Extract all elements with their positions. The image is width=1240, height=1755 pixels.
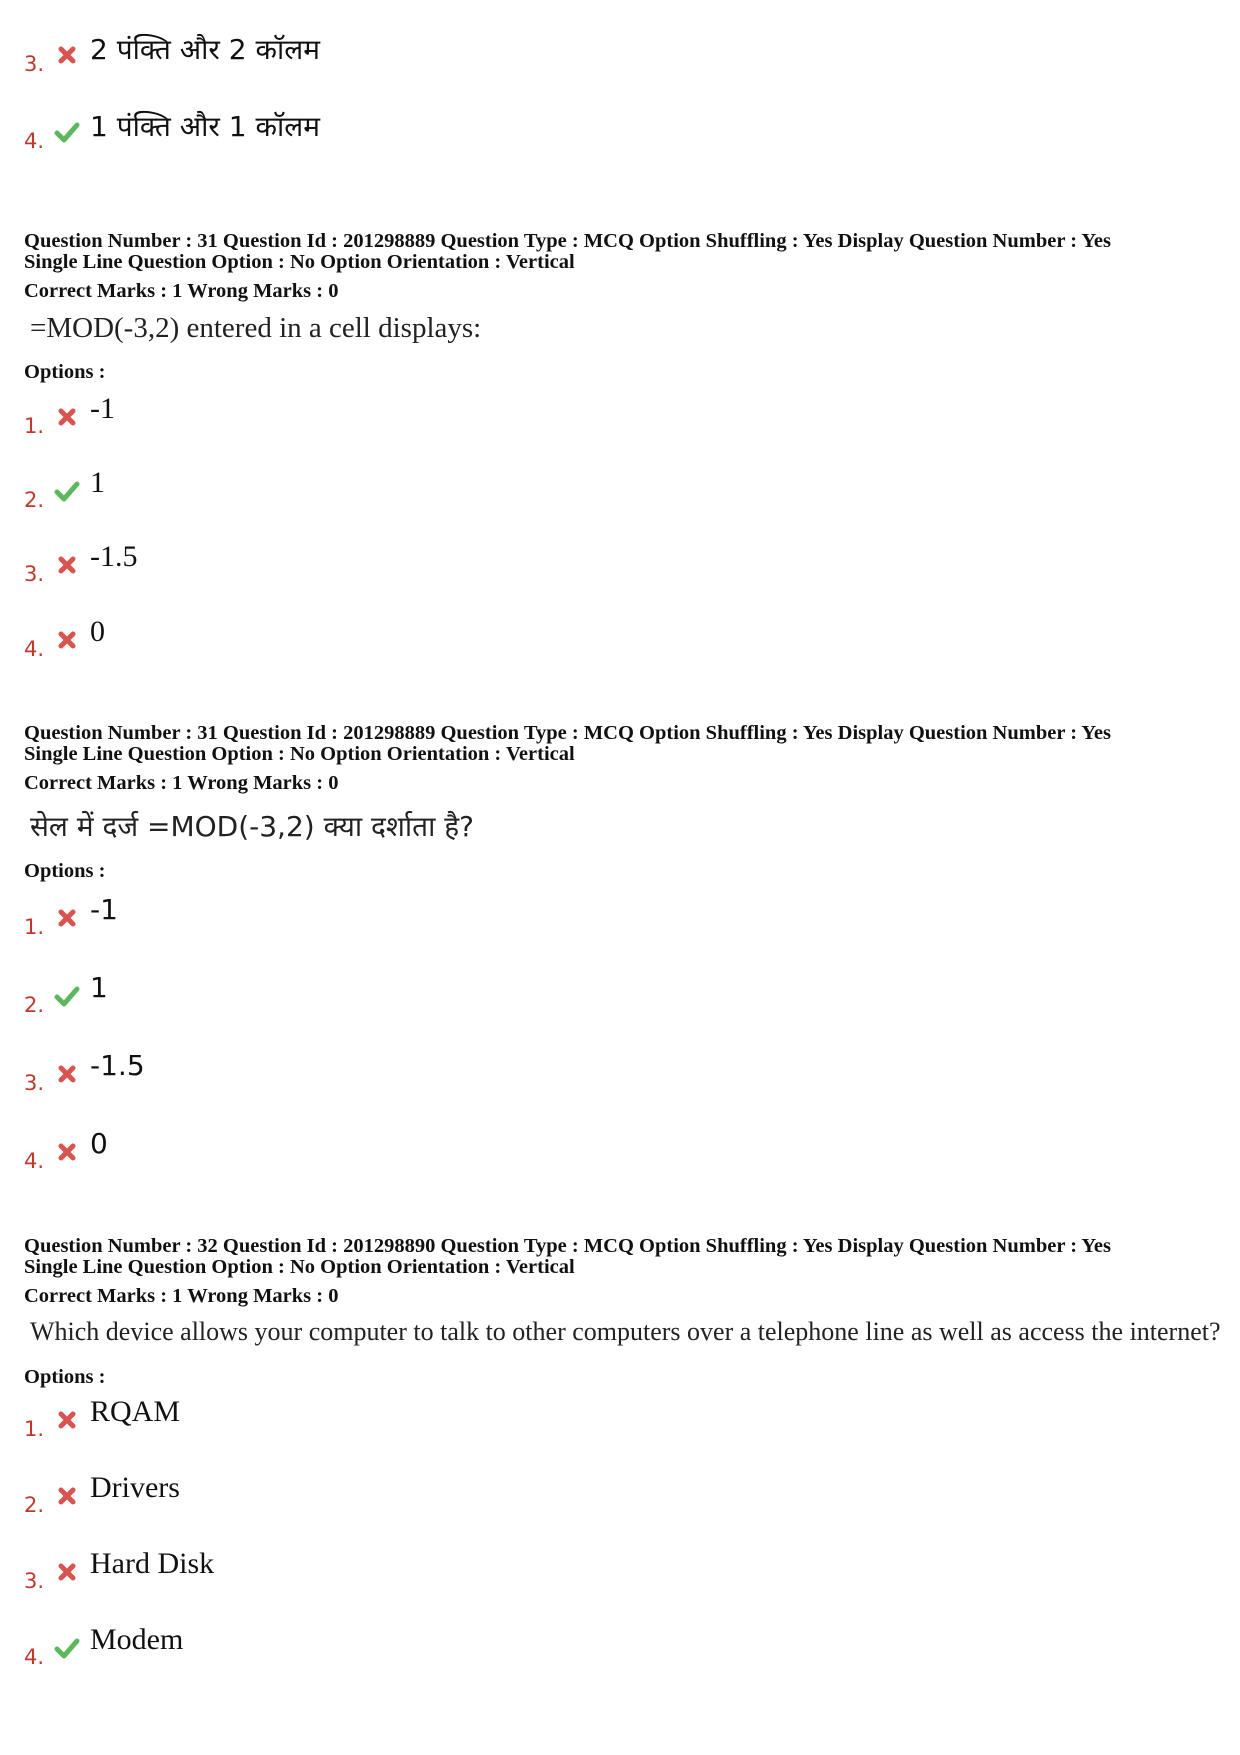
option-number: 3. <box>24 1071 45 1095</box>
question-header-line1: Question Number : 31 Question Id : 201298889 Question Type : MCQ Option Shuffling : Yes Display Question Number : Yes <box>24 230 1111 252</box>
option-text: 2 पंक्ति और 2 कॉलम <box>90 33 320 66</box>
question-header-line2: Single Line Question Option : No Option Orientation : Vertical <box>24 743 575 765</box>
cross-icon <box>54 42 80 68</box>
option-number: 3. <box>24 52 45 76</box>
option-row <box>24 107 1124 157</box>
option-text: 1 <box>90 971 108 1004</box>
option-text: -1 <box>90 392 115 425</box>
question-header-line1: Question Number : 31 Question Id : 201298889 Question Type : MCQ Option Shuffling : Yes Display Question Number : Yes <box>24 722 1111 744</box>
cross-icon <box>54 552 80 578</box>
option-row <box>24 1471 1124 1521</box>
question-header <box>24 1236 1214 1278</box>
option-number: 4. <box>24 1645 45 1669</box>
cross-icon <box>54 1483 80 1509</box>
marks-line: Correct Marks : 1 Wrong Marks : 0 <box>24 280 339 302</box>
option-text: 0 <box>90 615 105 648</box>
option-number: 4. <box>24 129 45 153</box>
option-text: 1 <box>90 466 105 499</box>
option-row <box>24 1127 1124 1177</box>
check-icon <box>54 478 80 504</box>
option-text: Drivers <box>90 1471 180 1504</box>
option-text: Modem <box>90 1623 184 1656</box>
option-number: 1. <box>24 414 45 438</box>
option-text: -1.5 <box>90 1049 145 1082</box>
option-row <box>24 615 1124 665</box>
check-icon <box>54 1635 80 1661</box>
question-header-line2: Single Line Question Option : No Option Orientation : Vertical <box>24 1256 575 1278</box>
option-number: 1. <box>24 1417 45 1441</box>
check-icon <box>54 119 80 145</box>
option-row <box>24 392 1124 442</box>
option-row <box>24 1049 1124 1099</box>
option-row <box>24 1623 1124 1673</box>
option-text: -1.5 <box>90 540 138 573</box>
cross-icon <box>54 404 80 430</box>
option-row <box>24 1547 1124 1597</box>
option-number: 4. <box>24 637 45 661</box>
marks-line: Correct Marks : 1 Wrong Marks : 0 <box>24 1285 339 1307</box>
question-header-line2: Single Line Question Option : No Option Orientation : Vertical <box>24 251 575 273</box>
cross-icon <box>54 1139 80 1165</box>
option-text: RQAM <box>90 1395 181 1428</box>
option-text: 1 पंक्ति और 1 कॉलम <box>90 110 320 143</box>
option-row <box>24 1395 1124 1445</box>
option-row <box>24 971 1124 1021</box>
cross-icon <box>54 1061 80 1087</box>
option-number: 3. <box>24 562 45 586</box>
option-text: -1 <box>90 893 118 926</box>
marks-line: Correct Marks : 1 Wrong Marks : 0 <box>24 772 339 794</box>
option-number: 4. <box>24 1149 45 1173</box>
option-row <box>24 30 1124 80</box>
question-header <box>24 231 1214 273</box>
option-row <box>24 540 1124 590</box>
options-label: Options : <box>24 1366 106 1388</box>
question-text: सेल में दर्ज =MOD(-3,2) क्या दर्शाता है? <box>30 810 474 843</box>
question-header-line1: Question Number : 32 Question Id : 201298890 Question Type : MCQ Option Shuffling : Yes Display Question Number : Yes <box>24 1235 1111 1257</box>
question-text: =MOD(-3,2) entered in a cell displays: <box>30 312 482 344</box>
check-icon <box>54 983 80 1009</box>
cross-icon <box>54 905 80 931</box>
option-row <box>24 466 1124 516</box>
option-row <box>24 893 1124 943</box>
option-number: 2. <box>24 1493 45 1517</box>
option-number: 2. <box>24 993 45 1017</box>
options-label: Options : <box>24 361 106 383</box>
option-number: 3. <box>24 1569 45 1593</box>
question-text: Which device allows your computer to talk to other computers over a telephone line as well as access the internet? <box>30 1317 1221 1346</box>
cross-icon <box>54 1407 80 1433</box>
option-text: 0 <box>90 1127 108 1160</box>
options-label: Options : <box>24 860 106 882</box>
option-number: 2. <box>24 488 45 512</box>
option-text: Hard Disk <box>90 1547 215 1580</box>
cross-icon <box>54 627 80 653</box>
option-number: 1. <box>24 915 45 939</box>
cross-icon <box>54 1559 80 1585</box>
question-header <box>24 723 1214 765</box>
